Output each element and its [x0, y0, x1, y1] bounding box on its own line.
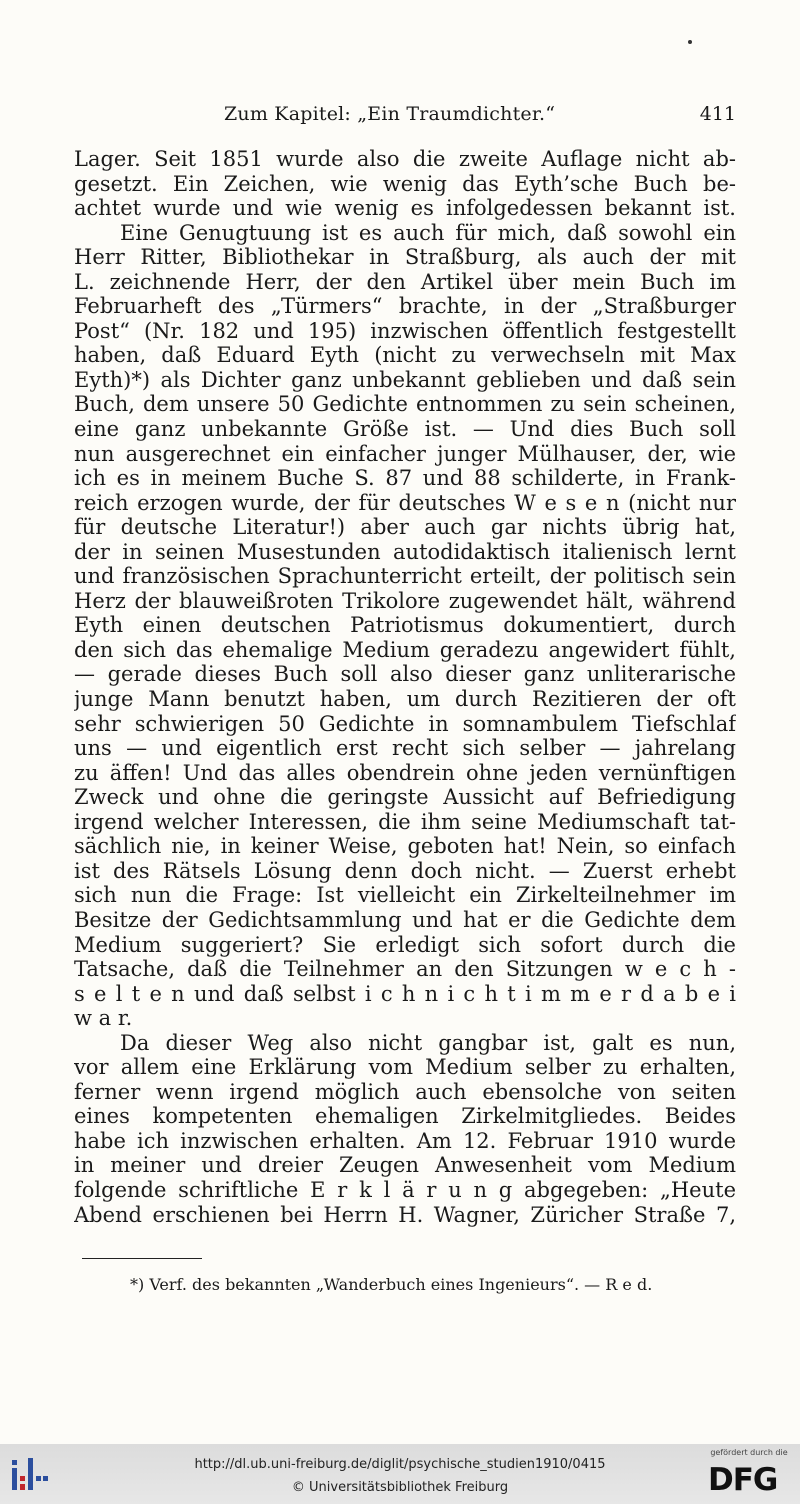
text-line: und französischen Sprachunterricht erteilt, der politisch sein	[74, 564, 736, 589]
text-line: irgend welcher Interessen, die ihm seine Mediumschaft tat-	[74, 809, 736, 834]
text-line: Herz der blauweißroten Trikolore zugewendet hält, während	[74, 588, 736, 613]
text-line: ich es in meinem Buche S. 87 und 88 schilderte, in Frank-	[74, 466, 736, 491]
text-line: Herr Ritter, Bibliothekar in Straßburg, als auch der mit	[74, 245, 736, 270]
text-line: sächlich nie, in keiner Weise, geboten hat! Nein, so einfach	[74, 834, 736, 859]
text-line: Da dieser Weg also nicht gangbar ist, galt es nun,	[120, 1030, 736, 1055]
text-line: ist des Rätsels Lösung denn doch nicht. — Zuerst erhebt	[74, 858, 736, 883]
text-line: den sich das ehemalige Medium geradezu angewidert fühlt,	[74, 637, 736, 662]
text-line: w a r.	[74, 1006, 133, 1031]
text-line: Februarheft des „Türmers“ brachte, in der „Straßburger	[74, 294, 736, 319]
text-line: ferner wenn irgend möglich auch ebensolche von seiten	[74, 1079, 736, 1104]
text-line: Tatsache, daß die Teilnehmer an den Sitzungen w e c h -	[74, 957, 736, 982]
text-line: der in seinen Musestunden autodidaktisch italienisch lernt	[74, 539, 736, 564]
text-line: Abend erschienen bei Herrn H. Wagner, Züricher Straße 7,	[74, 1202, 736, 1227]
text-line: achtet wurde und wie wenig es infolgedessen bekannt ist.	[74, 196, 736, 221]
text-line: — gerade dieses Buch soll also dieser ganz unliterarische	[74, 662, 736, 687]
text-line: reich erzogen wurde, der für deutsches W e s e n (nicht nur	[74, 490, 736, 515]
dfg-tagline: gefördert durch die	[710, 1448, 788, 1457]
scan-speck	[688, 40, 692, 44]
text-line: Eyth einen deutschen Patriotismus dokumentiert, durch	[74, 613, 736, 638]
viewer-footer	[0, 1444, 800, 1504]
text-line: folgende schriftliche E r k l ä r u n g abgegeben: „Heute	[74, 1177, 736, 1202]
page-header	[74, 103, 736, 133]
text-line: Eyth)*) als Dichter ganz unbekannt geblieben und daß sein	[74, 367, 736, 392]
copyright-notice: © Universitätsbibliothek Freiburg	[291, 1480, 509, 1495]
text-line: L. zeichnende Herr, der den Artikel über mein Buch im	[74, 269, 736, 294]
text-line: Eine Genugtuung ist es auch für mich, daß sowohl ein	[120, 220, 736, 245]
text-line: s e l t e n und daß selbst i c h n i c h t i m m e r d a b e i	[74, 981, 736, 1006]
dfg-logo: DFG	[708, 1462, 778, 1498]
text-line: eines kompetenten ehemaligen Zirkelmitgliedes. Beides	[74, 1104, 736, 1129]
text-line: haben, daß Eduard Eyth (nicht zu verwechseln mit Max	[74, 343, 736, 368]
page-number: 411	[699, 103, 736, 125]
text-line: habe ich inzwischen erhalten. Am 12. Februar 1910 wurde	[74, 1128, 736, 1153]
text-line: sich nun die Frage: Ist vielleicht ein Zirkelteilnehmer im	[74, 883, 736, 908]
text-line: nun ausgerechnet ein einfacher junger Mülhauser, der, wie	[74, 441, 736, 466]
text-line: eine ganz unbekannte Größe ist. — Und dies Buch soll	[74, 417, 736, 442]
text-line: Buch, dem unsere 50 Gedichte entnommen zu sein scheinen,	[74, 392, 736, 417]
text-line: junge Mann benutzt haben, um durch Rezitieren der oft	[74, 687, 736, 712]
permalink-url[interactable]: http://dl.ub.uni-freiburg.de/diglit/psychische_studien1910/0415	[194, 1457, 606, 1472]
body-text	[74, 147, 736, 1227]
footnote-rule	[82, 1258, 202, 1259]
footnote: *) Verf. des bekannten „Wanderbuch eines Ingenieurs“. — R e d.	[130, 1275, 653, 1294]
text-line: zu äffen! Und das alles obendrein ohne jeden vernünftigen	[74, 760, 736, 785]
text-line: Medium suggeriert? Sie erledigt sich sofort durch die	[74, 932, 736, 957]
text-line: Lager. Seit 1851 wurde also die zweite Auflage nicht ab-	[74, 147, 736, 171]
text-line: Besitze der Gedichtsammlung und hat er die Gedichte dem	[74, 907, 736, 932]
dfg-funding-badge[interactable]	[706, 1446, 792, 1502]
text-line: Zweck und ohne die geringste Aussicht auf Befriedigung	[74, 785, 736, 810]
text-line: uns — und eigentlich erst recht sich selber — jahrelang	[74, 736, 736, 761]
running-head: Zum Kapitel: „Ein Traumdichter.“	[224, 103, 556, 125]
text-line: Post“ (Nr. 182 und 195) inzwischen öffentlich festgestellt	[74, 318, 736, 343]
text-line: sehr schwierigen 50 Gedichte in somnambulem Tiefschlaf	[74, 711, 736, 736]
text-line: in meiner und dreier Zeugen Anwesenheit vom Medium	[74, 1153, 736, 1178]
text-line: für deutsche Literatur!) aber auch gar nichts übrig hat,	[74, 515, 736, 540]
text-line: gesetzt. Ein Zeichen, wie wenig das Eyth’sche Buch be-	[74, 171, 736, 196]
text-line: vor allem eine Erklärung vom Medium selber zu erhalten,	[74, 1055, 736, 1080]
